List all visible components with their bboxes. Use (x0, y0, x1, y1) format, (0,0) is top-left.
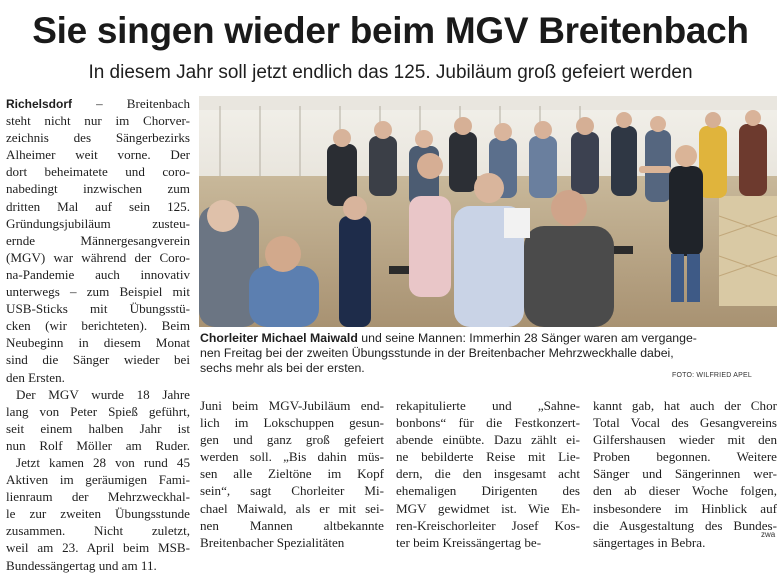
article-line: dort beheimatete und coro- (6, 164, 190, 180)
article-line: sen alle Zieltöne im Kopf (200, 466, 384, 482)
article-line: Aktiven im geräumigen Fami- (6, 472, 190, 488)
article-line: den Ersten. (6, 369, 65, 385)
article-line: Der MGV wurde 18 Jahre (16, 386, 190, 402)
article-line: Total Vocal des Gesangvereins (593, 415, 777, 431)
article-line: lang von Peter Spieß geführt, (6, 403, 190, 419)
article-line: insbesondere im Hinblick auf (593, 500, 777, 516)
article-line: USB-Sticks mit Übungsstü- (6, 301, 190, 317)
article-subheadline: In diesem Jahr soll jetzt endlich das 125. Jubiläum groß gefeiert werden (88, 62, 693, 83)
article-line: steht nicht nur im Chorver- (6, 113, 190, 129)
article-line: (MGV) war während der Coro- (6, 249, 190, 265)
choir-rehearsal-photo (199, 96, 777, 327)
article-line: den ab dieser Woche folgen, (593, 483, 777, 499)
article-line: weil am 23. April beim MSB- (6, 540, 190, 556)
caption-line-3: sechs mehr als bei der ersten. (200, 361, 365, 376)
article-column-3 (396, 397, 580, 551)
article-line-text: – Breitenbach (72, 96, 190, 111)
article-line: nen Mannen altbekannte (200, 517, 384, 533)
article-line: rekapitulierte und „Sahne- (396, 398, 580, 413)
caption-line-1: und seine Mannen: Immerhin 28 Sänger waren am vergange- (357, 331, 697, 345)
article-line: lienraum der Mehrzweckhal- (6, 489, 190, 505)
article-line: ernde Männergesangverein (6, 232, 190, 248)
caption-lead: Chorleiter Michael Maiwald (200, 331, 358, 345)
article-line: nun Rolf Möller am Ruder. (6, 437, 190, 453)
article-line: Jetzt kamen 28 von rund 45 (16, 454, 190, 470)
article-line: Proben begonnen. Weitere (593, 449, 777, 465)
article-line: le zur zweiten Übungsstunde (6, 506, 190, 522)
photo-credit: FOTO: WILFRIED APEL (672, 372, 752, 379)
article-line: Neubeginn in diesem Monat (6, 335, 190, 351)
article-line: dern, die den insgesamt acht (396, 466, 580, 482)
photo-caption (200, 331, 778, 377)
author-initials: zwa (761, 530, 776, 539)
article-line: nabedingt inzwischen zum (6, 181, 190, 197)
article-line: ter beim Kreissängertag be- (396, 534, 542, 550)
article-line: na-Pandemie auch innovativ (6, 266, 190, 282)
article-line: ehemaligen Dirigenten des (396, 483, 580, 499)
article-line: Bundessängertag und am 11. (6, 557, 157, 573)
article-line (6, 95, 190, 112)
article-line: sein“, sagt Chorleiter Mi- (200, 483, 384, 499)
article-line: abende einübte. Dazu zählt ei- (396, 432, 580, 448)
article-line: MGV gewidmet ist. Wie Eh- (396, 500, 580, 516)
caption-line-2: nen Freitag bei der zweiten Übungsstunde in der Breitenbacher Mehrzweckhalle dabei, (200, 346, 674, 361)
article-line: seit einem halben Jahr ist (6, 420, 190, 436)
article-line: sind die Sänger wieder bei (6, 352, 190, 368)
article-line: Sänger und Sängerinnen wer- (593, 466, 777, 482)
article-column-4 (593, 397, 777, 551)
article-line: kannt gab, hat auch der Chor (593, 398, 777, 413)
article-line: werden soll. „Bis dahin müs- (200, 449, 384, 465)
article-column-1 (6, 95, 190, 574)
article-line: chael Maiwald, als er mit sei- (200, 500, 384, 516)
article-line: Gilfershausen wieder mit den (593, 432, 777, 448)
article-line: Juni beim MGV-Jubiläum end- (200, 398, 384, 413)
article-line: lich im Lokschuppen gesun- (200, 415, 384, 431)
article-line: dritten Mal auf sein 125. (6, 198, 190, 214)
article-line: sängertages in Bebra. (593, 534, 706, 550)
article-line: die Ausgestaltung des Bundes- (593, 517, 777, 533)
article-line: unterwegs – zum Beispiel mit (6, 284, 190, 300)
article-line: gen und ganz groß gefeiert (200, 432, 384, 448)
article-line: bonbons“ für die Festkonzert- (396, 415, 580, 431)
article-headline: Sie singen wieder beim MGV Breitenbach (32, 10, 749, 51)
article-line: cken (wir berichteten). Beim (6, 318, 190, 334)
article-line: Alheimer weit vorne. Der (6, 147, 190, 163)
article-line: ren-Kreischorleiter Josef Kos- (396, 517, 580, 533)
article-line: Breitenbacher Spezialitäten (200, 534, 345, 550)
article-line: zusammen. Nicht zuletzt, (6, 523, 190, 539)
article-line: zeichnis des Sängerbezirks (6, 130, 190, 146)
article-dateline: Richelsdorf (6, 97, 73, 111)
article-line: ne bebilderte Reise mit Lie- (396, 449, 580, 465)
article-column-2 (200, 397, 384, 551)
article-line: Gründungsjubiläum zusteu- (6, 215, 190, 231)
